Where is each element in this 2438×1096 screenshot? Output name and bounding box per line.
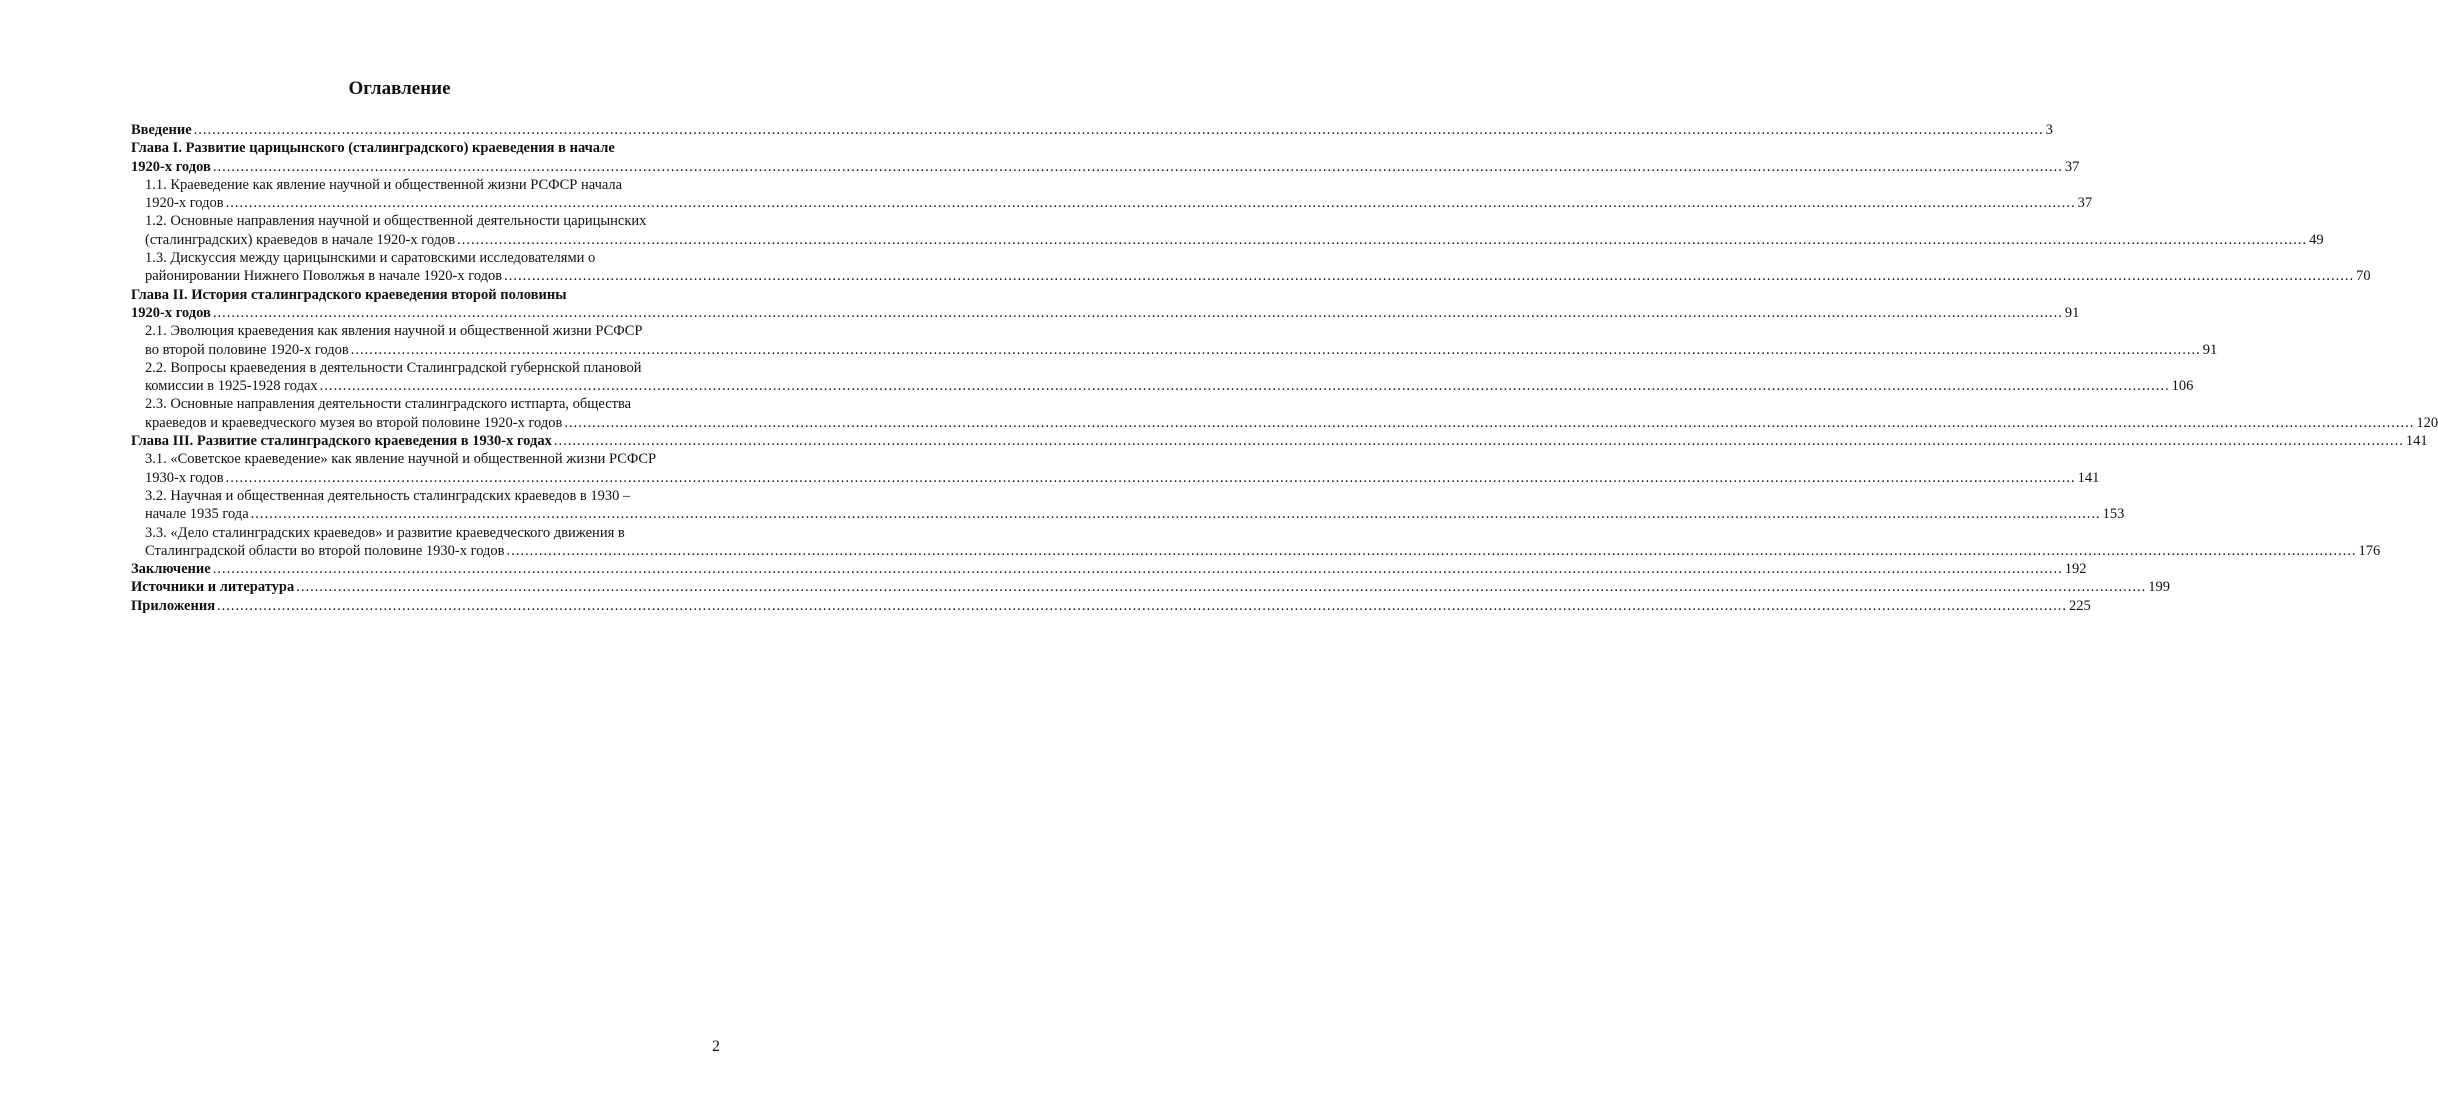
toc-entry-title: Заключение bbox=[131, 561, 211, 578]
toc-entry-title-line: 3.3. «Дело сталинградских краеведов» и развитие краеведческого движения в bbox=[145, 524, 625, 541]
toc-entry-last-line bbox=[131, 597, 2091, 615]
dot-leader: ................................................................................................................................................................................................................................................................................................................................................................................................................ bbox=[319, 378, 2170, 395]
toc-page-number: 37 bbox=[2077, 195, 2093, 212]
toc-entry-title-line: 2.3. Основные направления деятельности сталинградского истпарта, общества bbox=[145, 396, 632, 413]
toc-page-number: 3 bbox=[2045, 122, 2053, 138]
toc-entry-title-line: Глава I. Развитие царицынского (сталинградского) краеведения в начале bbox=[131, 140, 615, 157]
toc-entry-title: Приложения bbox=[131, 597, 216, 614]
dot-leader: ................................................................................................................................................................................................................................................................................................................................................................................................................ bbox=[212, 158, 2063, 175]
toc-page-number: 153 bbox=[2102, 506, 2125, 523]
dot-leader: ................................................................................................................................................................................................................................................................................................................................................................................................................ bbox=[217, 597, 2068, 614]
dot-leader: ................................................................................................................................................................................................................................................................................................................................................................................................................ bbox=[553, 433, 2404, 450]
toc-page-number: 120 bbox=[2416, 414, 2438, 431]
toc-section bbox=[145, 359, 2194, 396]
toc-chapter bbox=[131, 560, 2087, 578]
toc-entry-last-line bbox=[131, 304, 2080, 322]
toc-page-number: 141 bbox=[2405, 433, 2428, 450]
toc-entry-title-line: 1.1. Краеведение как явление научной и общественной жизни РСФСР начала bbox=[145, 176, 623, 193]
toc-page-number: 106 bbox=[2171, 378, 2194, 395]
toc-section bbox=[145, 322, 2218, 359]
toc-entry-title-line: 2.1. Эволюция краеведения как явления научной и общественной жизни РСФСР bbox=[145, 323, 643, 340]
toc-page-number: 70 bbox=[2356, 268, 2371, 285]
toc-entry-title: во второй половине 1920-х годов bbox=[145, 341, 349, 358]
dot-leader: ................................................................................................................................................................................................................................................................................................................................................................................................................ bbox=[504, 268, 2355, 285]
toc-section bbox=[145, 249, 2371, 286]
toc-entry-last-line bbox=[145, 414, 2438, 432]
dot-leader: ................................................................................................................................................................................................................................................................................................................................................................................................................ bbox=[225, 469, 2076, 486]
table-of-contents bbox=[131, 121, 2438, 615]
toc-entry-title: краеведов и краеведческого музея во второй половине 1920-х годов bbox=[145, 414, 563, 431]
toc-entry-title-line: 1.3. Дискуссия между царицынскими и саратовскими исследователями о bbox=[145, 250, 596, 267]
toc-entry-title: 1920-х годов bbox=[131, 304, 211, 321]
toc-entry-title: 1930-х годов bbox=[145, 469, 224, 486]
toc-page-number: 199 bbox=[2148, 579, 2170, 596]
toc-section bbox=[145, 212, 2324, 249]
toc-entry-title: Сталинградской области во второй половине 1930-х годов bbox=[145, 542, 505, 559]
toc-entry-last-line bbox=[145, 469, 2100, 487]
toc-entry-title: комиссии в 1925-1928 годах bbox=[145, 378, 318, 395]
toc-chapter bbox=[131, 286, 2080, 323]
toc-entry-title-line: 1.2. Основные направления научной и общественной деятельности царицынских bbox=[145, 213, 647, 230]
toc-entry-last-line bbox=[145, 267, 2371, 285]
toc-entry-title: Введение bbox=[131, 122, 192, 138]
toc-entry-last-line bbox=[145, 231, 2324, 249]
toc-chapter bbox=[131, 139, 2080, 176]
toc-entry-title: Источники и литература bbox=[131, 579, 295, 596]
dot-leader: ................................................................................................................................................................................................................................................................................................................................................................................................................ bbox=[457, 231, 2308, 248]
toc-page-number: 176 bbox=[2358, 542, 2381, 559]
toc-page-number: 141 bbox=[2077, 469, 2100, 486]
toc-page-number: 192 bbox=[2064, 561, 2087, 578]
toc-entry-title: 1920-х годов bbox=[131, 158, 211, 175]
toc-entry-last-line bbox=[145, 341, 2218, 359]
toc-entry-last-line bbox=[145, 505, 2125, 523]
toc-entry-title: (сталинградских) краеведов в начале 1920-х годов bbox=[145, 231, 456, 248]
dot-leader: ................................................................................................................................................................................................................................................................................................................................................................................................................ bbox=[250, 506, 2101, 523]
toc-entry-last-line bbox=[145, 194, 2093, 212]
toc-entry-title: Глава III. Развитие сталинградского краеведения в 1930-х годах bbox=[131, 433, 552, 450]
toc-page-number: 91 bbox=[2202, 341, 2218, 358]
toc-section bbox=[145, 450, 2100, 487]
toc-entry-last-line bbox=[131, 578, 2170, 596]
toc-page-number: 49 bbox=[2309, 231, 2324, 248]
toc-entry-last-line bbox=[145, 377, 2194, 395]
toc-chapter bbox=[131, 578, 2170, 596]
toc-entry-last-line bbox=[145, 542, 2381, 560]
toc-entry-last-line bbox=[131, 432, 2428, 450]
toc-chapter bbox=[131, 432, 2428, 450]
toc-entry-title: районировании Нижнего Поволжья в начале 1920-х годов bbox=[145, 268, 503, 285]
toc-page-number: 225 bbox=[2069, 597, 2091, 614]
dot-leader: ................................................................................................................................................................................................................................................................................................................................................................................................................ bbox=[350, 341, 2201, 358]
toc-entry-title: 1920-х годов bbox=[145, 195, 224, 212]
toc-entry-last-line bbox=[131, 158, 2080, 176]
page-number: 2 bbox=[712, 1038, 720, 1055]
dot-leader: ................................................................................................................................................................................................................................................................................................................................................................................................................ bbox=[193, 122, 2044, 138]
toc-entry-last-line bbox=[131, 560, 2087, 578]
toc-entry-title-line: 3.1. «Советское краеведение» как явление научной и общественной жизни РСФСР bbox=[145, 451, 657, 468]
toc-section bbox=[145, 524, 2381, 561]
toc-section bbox=[145, 176, 2093, 213]
dot-leader: ................................................................................................................................................................................................................................................................................................................................................................................................................ bbox=[506, 542, 2357, 559]
toc-page-number: 91 bbox=[2064, 304, 2080, 321]
toc-chapter bbox=[131, 121, 2053, 139]
toc-entry-title-line: 3.2. Научная и общественная деятельность сталинградских краеведов в 1930 – bbox=[145, 487, 631, 504]
dot-leader: ................................................................................................................................................................................................................................................................................................................................................................................................................ bbox=[296, 579, 2147, 596]
toc-entry-title: начале 1935 года bbox=[145, 506, 249, 523]
toc-page-number: 37 bbox=[2064, 158, 2080, 175]
dot-leader: ................................................................................................................................................................................................................................................................................................................................................................................................................ bbox=[212, 561, 2063, 578]
toc-entry-title-line: 2.2. Вопросы краеведения в деятельности Сталинградской губернской плановой bbox=[145, 359, 642, 376]
toc-section bbox=[145, 395, 2438, 432]
toc-entry-title-line: Глава II. История сталинградского краеведения второй половины bbox=[131, 286, 567, 303]
dot-leader: ................................................................................................................................................................................................................................................................................................................................................................................................................ bbox=[225, 195, 2076, 212]
dot-leader: ................................................................................................................................................................................................................................................................................................................................................................................................................ bbox=[564, 414, 2415, 431]
toc-chapter bbox=[131, 597, 2091, 615]
toc-entry-last-line bbox=[131, 121, 2053, 139]
dot-leader: ................................................................................................................................................................................................................................................................................................................................................................................................................ bbox=[212, 304, 2063, 321]
page-title: Оглавление bbox=[348, 78, 451, 99]
toc-section bbox=[145, 487, 2125, 524]
